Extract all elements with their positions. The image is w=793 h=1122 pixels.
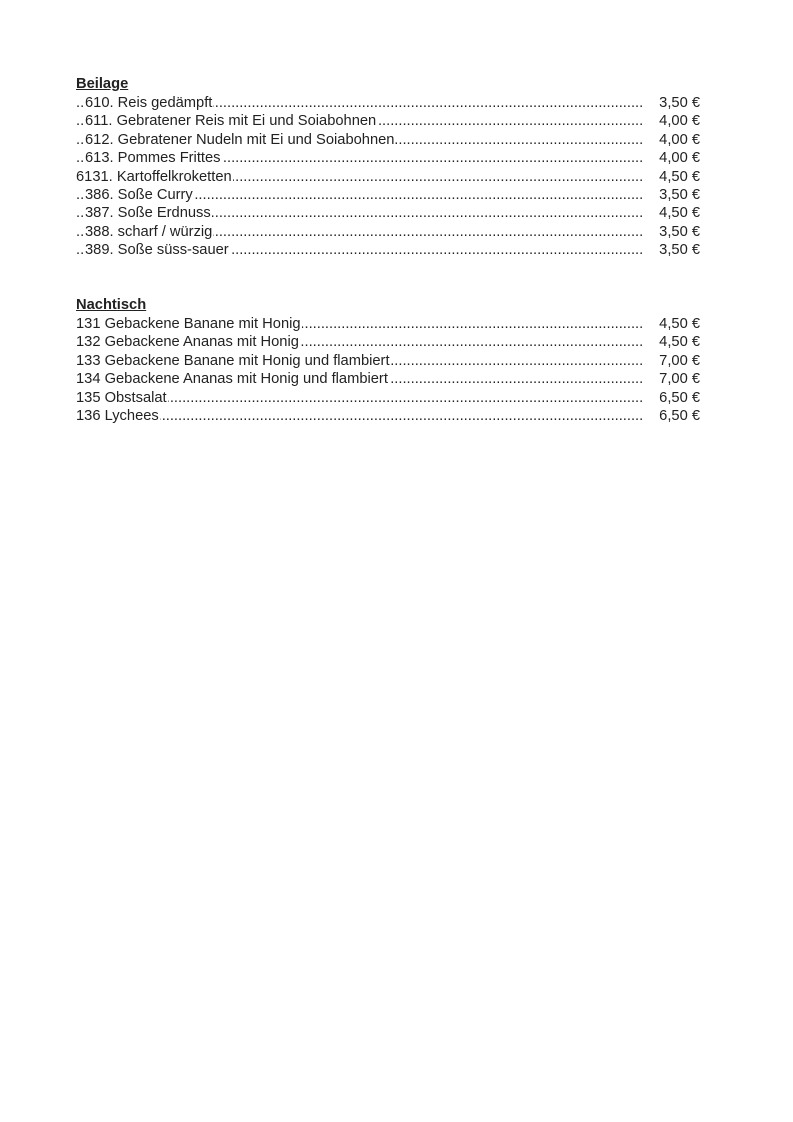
item-name: 134 Gebackene Ananas mit Honig und flambiert ..... [76,370,644,388]
menu-item [76,333,700,351]
section-heading: Beilage [76,76,129,92]
item-price: 4,00 € [659,113,700,130]
item-name: 389. Soße süss-sauer ..... [76,241,644,259]
menu-item [76,370,700,388]
item-price: 4,00 € [659,150,700,167]
item-price: 3,50 € [659,95,700,111]
menu-item [76,149,700,167]
item-price: 3,50 € [659,242,700,259]
item-price: 4,50 € [659,334,700,351]
item-name: 388. scharf / würzig ..... [76,223,644,241]
menu-item [76,168,700,186]
item-name: 386. Soße Curry ..... [76,186,644,204]
item-price: 4,00 € [659,131,700,148]
menu-item [76,389,700,407]
item-name: 387. Soße Erdnuss ..... [76,204,644,222]
item-name: 6131. Kartoffelkroketten ..... [76,168,644,186]
item-name: 612. Gebratener Nudeln mit Ei und Soiabohnen ..... [76,131,644,149]
item-name: 611. Gebratener Reis mit Ei und Soiabohnen ..... [76,112,644,130]
menu-item [76,241,700,259]
menu-item [76,204,700,222]
item-name: 131 Gebackene Banane mit Honig ..... [76,315,644,333]
item-name: 613. Pommes Frittes ..... [76,149,644,167]
section-heading: Nachtisch [76,297,147,313]
item-name: 132 Gebackene Ananas mit Honig ..... [76,333,644,351]
item-name: 133 Gebackene Banane mit Honig und flambiert ..... [76,352,644,370]
item-price: 3,50 € [659,186,700,203]
item-price: 4,50 € [659,168,700,185]
menu-item [76,131,700,149]
item-name: 135 Obstsalat ..... [76,389,644,407]
menu-item [76,407,700,425]
item-price: 4,50 € [659,316,700,332]
item-price: 3,50 € [659,223,700,240]
item-price: 7,00 € [659,352,700,369]
item-price: 6,50 € [659,389,700,406]
item-price: 4,50 € [659,205,700,222]
menu-item [76,186,700,204]
menu-item [76,223,700,241]
menu-item [76,94,700,112]
item-name: 610. Reis gedämpft ..... [76,94,644,112]
menu-item [76,315,700,333]
section-nachtisch [76,296,700,425]
item-price: 6,50 € [659,407,700,424]
menu-item [76,352,700,370]
menu-item [76,112,700,130]
item-price: 7,00 € [659,371,700,388]
section-beilage [76,75,700,260]
item-name: 136 Lychees ..... [76,407,644,425]
